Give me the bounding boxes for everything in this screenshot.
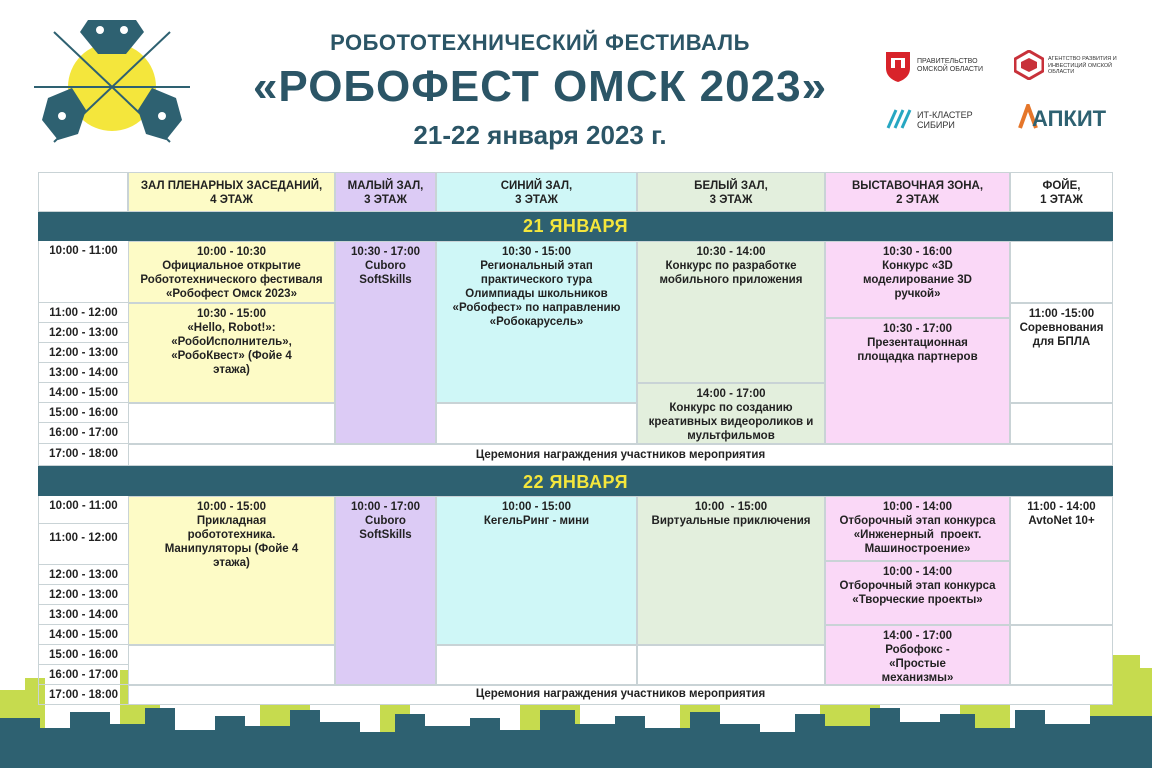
event-desc: Cuboro SoftSkills	[359, 515, 412, 541]
event-desc: Прикладная робототехника. Манипуляторы (Фойе 4 этажа)	[164, 515, 299, 569]
event-desc: Отборочный этап конкурса «Творческие проекты»	[839, 580, 996, 606]
partner-it-cluster-text: ИТ-КЛАСТЕР СИБИРИ	[917, 110, 973, 130]
column-floor: 2 ЭТАЖ	[896, 194, 939, 206]
event-time: 14:00 - 17:00	[882, 630, 953, 642]
event-time: 10:30 - 16:00	[882, 246, 953, 258]
day1-band: 21 ЯНВАРЯ	[38, 212, 1113, 241]
event-time: 10:00 - 14:00	[882, 566, 953, 578]
column-name: ФОЙЕ,	[1042, 180, 1081, 192]
event-desc: Официальное открытие Робототехнического фестиваля «Робофест Омск 2023»	[140, 260, 323, 300]
event-robocarousel	[436, 241, 637, 403]
event-partners-area	[825, 318, 1010, 444]
event-time: 10:00 - 15:00	[196, 501, 267, 513]
event-desc: AvtoNet 10+	[1028, 515, 1095, 527]
column-name: ЗАЛ ПЛЕНАРНЫХ ЗАСЕДАНИЙ,	[140, 180, 323, 192]
event-time: 10:30 - 14:00	[696, 246, 766, 258]
event-time: 14:00 - 17:00	[696, 388, 766, 400]
event-kegelring	[436, 496, 637, 645]
day2-band: 22 ЯНВАРЯ	[38, 466, 1113, 496]
column-floor: 3 ЭТАЖ	[515, 194, 558, 206]
event-desc: Презентационная площадка партнеров	[857, 337, 978, 363]
event-hello-robot	[128, 303, 335, 403]
event-manipulators	[128, 496, 335, 645]
time-slot: 14:00 - 15:00	[38, 383, 128, 403]
time-slot: 10:00 - 11:00	[38, 496, 128, 524]
event-3d-modeling	[825, 241, 1010, 318]
event-desc: Конкурс по созданию креативных видеороликов и мультфильмов	[648, 402, 814, 442]
partner-apkit	[1018, 104, 1118, 134]
event-engineering-project	[825, 496, 1010, 561]
event-cuboro-day2	[335, 496, 436, 685]
column-name: БЕЛЫЙ ЗАЛ,	[694, 180, 768, 192]
ceremony-day1: Церемония награждения участников мероприятия	[128, 444, 1113, 466]
column-floor: 1 ЭТАЖ	[1040, 194, 1083, 206]
event-time: 10:00 - 10:30	[196, 246, 267, 258]
time-slot: 13:00 - 14:00	[38, 605, 128, 625]
time-slot: 14:00 - 15:00	[38, 625, 128, 645]
event-desc: «Hello, Robot!»: «РобоИсполнитель», «РобоКвест» (Фойе 4 этажа)	[171, 322, 292, 376]
column-header-white-hall	[637, 172, 825, 212]
it-cluster-logo-icon	[885, 106, 913, 132]
column-header-plenary	[128, 172, 335, 212]
empty-cell	[1010, 241, 1113, 303]
partner-agency-text: АГЕНТСТВО РАЗВИТИЯ И ИНВЕСТИЦИЙ ОМСКОЙ ОБЛАСТИ	[1048, 56, 1117, 75]
event-time: 11:00 - 14:00	[1027, 501, 1096, 513]
column-name: СИНИЙ ЗАЛ,	[500, 180, 573, 192]
column-name: ВЫСТАВОЧНАЯ ЗОНА,	[851, 180, 984, 192]
time-slot: 11:00 - 12:00	[38, 524, 128, 565]
time-slot: 12:00 - 13:00	[38, 323, 128, 343]
empty-cell	[128, 645, 335, 685]
column-header-foyer	[1010, 172, 1113, 212]
partner-apkit-text: АПКИТ	[1032, 106, 1107, 131]
event-virtual-adventures	[637, 496, 825, 645]
time-slot: 15:00 - 16:00	[38, 403, 128, 423]
empty-cell	[436, 403, 637, 444]
column-header-exhibition	[825, 172, 1010, 212]
event-desc: Конкурс «3D моделирование 3D ручкой»	[863, 260, 972, 300]
agency-logo-icon	[1014, 50, 1044, 80]
festival-subtitle: РОБОТОТЕХНИЧЕСКИЙ ФЕСТИВАЛЬ	[330, 30, 750, 55]
event-desc: Робофокс - «Простые механизмы»	[881, 644, 954, 684]
omsk-coat-of-arms-icon	[885, 50, 911, 82]
event-time: 10:30 - 15:00	[501, 246, 572, 258]
time-slot: 17:00 - 18:00	[38, 685, 128, 705]
time-slot: 12:00 - 13:00	[38, 565, 128, 585]
event-time: 10:00 - 15:00	[501, 501, 572, 513]
column-name: МАЛЫЙ ЗАЛ,	[347, 180, 424, 192]
column-header-small-hall	[335, 172, 436, 212]
event-time: 10:00 - 17:00	[350, 501, 421, 513]
time-slot: 10:00 - 11:00	[38, 241, 128, 303]
event-desc: Виртуальные приключения	[651, 515, 811, 527]
event-avtonet	[1010, 496, 1113, 625]
time-slot: 12:00 - 13:00	[38, 585, 128, 605]
partner-it-cluster	[885, 106, 995, 136]
column-floor: 3 ЭТАЖ	[709, 194, 753, 206]
empty-cell	[436, 645, 637, 685]
event-desc: Конкурс по разработке мобильного приложения	[659, 260, 803, 286]
event-time: 10:30 - 15:00	[196, 308, 267, 320]
partner-government	[885, 50, 1005, 84]
event-cuboro-day1	[335, 241, 436, 444]
column-floor: 3 ЭТАЖ	[364, 194, 407, 206]
time-slot: 16:00 - 17:00	[38, 665, 128, 685]
event-creative-projects	[825, 561, 1010, 625]
time-slot: 16:00 - 17:00	[38, 423, 128, 444]
header-empty-cell	[38, 172, 128, 212]
column-floor: 4 ЭТАЖ	[210, 194, 253, 206]
festival-dates: 21-22 января 2023 г.	[413, 120, 667, 150]
event-desc: Соревнования для БПЛА	[1019, 322, 1104, 348]
festival-title: «РОБОФЕСТ ОМСК 2023»	[252, 62, 828, 111]
event-mobile-app	[637, 241, 825, 383]
column-header-blue-hall	[436, 172, 637, 212]
event-time: 10:30 - 17:00	[350, 246, 421, 258]
event-time: 10:00 - 14:00	[882, 501, 953, 513]
time-slot: 15:00 - 16:00	[38, 645, 128, 665]
event-desc: КегельРинг - мини	[483, 515, 590, 527]
time-slot: 17:00 - 18:00	[38, 444, 128, 466]
partner-government-text: ПРАВИТЕЛЬСТВО ОМСКОЙ ОБЛАСТИ	[917, 58, 984, 73]
event-robofox	[825, 625, 1010, 685]
event-desc: Cuboro SoftSkills	[359, 260, 412, 286]
time-slot: 11:00 - 12:00	[38, 303, 128, 323]
event-video-contest	[637, 383, 825, 444]
empty-cell	[1010, 403, 1113, 444]
robofest-logo-icon	[34, 12, 190, 162]
event-drone-competition	[1010, 303, 1113, 403]
empty-cell	[637, 645, 825, 685]
empty-cell	[1010, 625, 1113, 685]
event-time: 10:30 - 17:00	[882, 323, 953, 335]
partner-agency	[1014, 50, 1134, 84]
empty-cell	[128, 403, 335, 444]
event-opening	[128, 241, 335, 303]
time-slot: 12:00 - 13:00	[38, 343, 128, 363]
event-time: 10:00 - 15:00	[694, 501, 768, 513]
event-desc: Региональный этап практического тура Олимпиады школьников «Робофест» по направлению «Робокарусель»	[452, 260, 621, 328]
time-slot: 13:00 - 14:00	[38, 363, 128, 383]
ceremony-day2: Церемония награждения участников мероприятия	[128, 685, 1113, 705]
event-desc: Отборочный этап конкурса «Инженерный проект. Машиностроение»	[839, 515, 999, 555]
event-time: 11:00 -15:00	[1028, 308, 1095, 320]
